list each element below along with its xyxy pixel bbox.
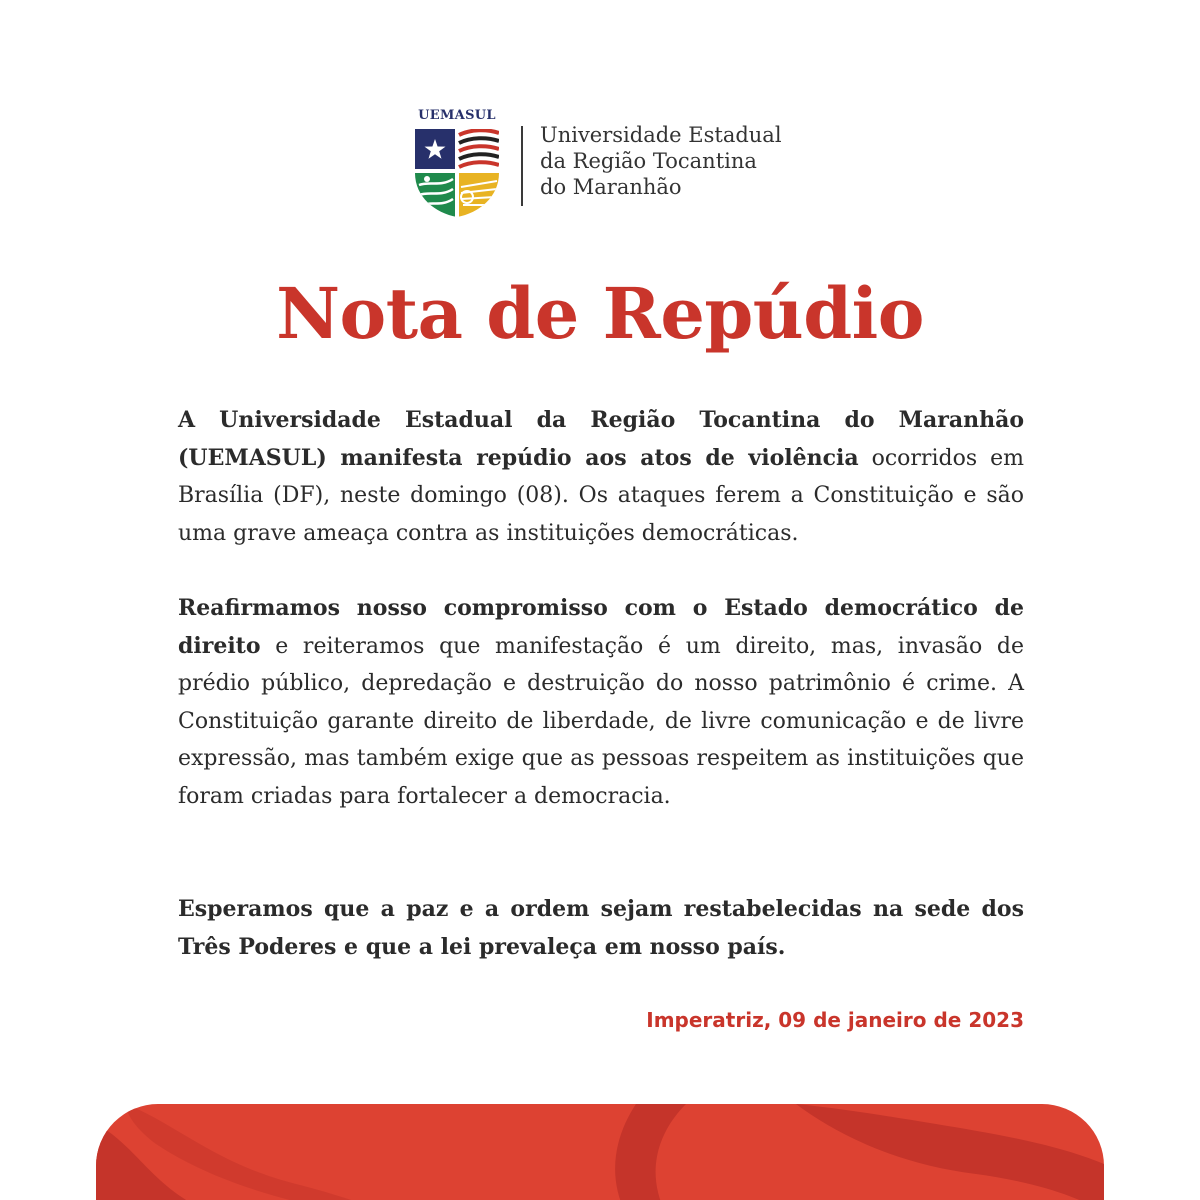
university-name-line-3: do Maranhão bbox=[540, 175, 682, 199]
logo-wordmark: UEMASUL bbox=[418, 108, 496, 123]
university-name bbox=[540, 122, 782, 200]
paragraph-3-bold: Esperamos que a paz e a ordem sejam restabelecidas na sede dos Três Poderes e que a lei prevaleça em nosso país. bbox=[178, 896, 1024, 960]
university-name-line-1: Universidade Estadual bbox=[540, 123, 782, 147]
page-title: Nota de Repúdio bbox=[276, 272, 924, 355]
paragraph-2-text: e reiteramos que manifestação é um direito, mas, invasão de prédio público, depredação e destruição do nosso patrimônio é crime. A Constituição garante direito de liberdade, de livre comunicação e de livre expressão, mas também exige que as pessoas respeitem as instituições que foram criadas para fortalecer a democracia. bbox=[178, 633, 1024, 809]
header-divider bbox=[521, 126, 523, 206]
header bbox=[410, 108, 810, 220]
paragraph-2-bold: Reafirmamos nosso compromisso com o Estado democrático de direito bbox=[178, 595, 1024, 659]
paragraph-2 bbox=[178, 590, 1024, 815]
footer-decorative-band bbox=[96, 1104, 1104, 1200]
paragraph-1-text: ocorridos em Brasília (DF), neste domingo (08). Os ataques ferem a Constituição e são uma grave ameaça contra as instituições democráticas. bbox=[178, 445, 1024, 546]
paragraph-1-bold: A Universidade Estadual da Região Tocantina do Maranhão (UEMASUL) manifesta repúdio aos atos de violência bbox=[178, 407, 1024, 471]
paragraph-1 bbox=[178, 402, 1024, 552]
date-line: Imperatriz, 09 de janeiro de 2023 bbox=[646, 1008, 1024, 1032]
university-name-line-2: da Região Tocantina bbox=[540, 149, 757, 173]
footer-wave-pattern bbox=[96, 1104, 1104, 1200]
university-crest-icon bbox=[411, 127, 503, 219]
paragraph-3 bbox=[178, 891, 1024, 966]
